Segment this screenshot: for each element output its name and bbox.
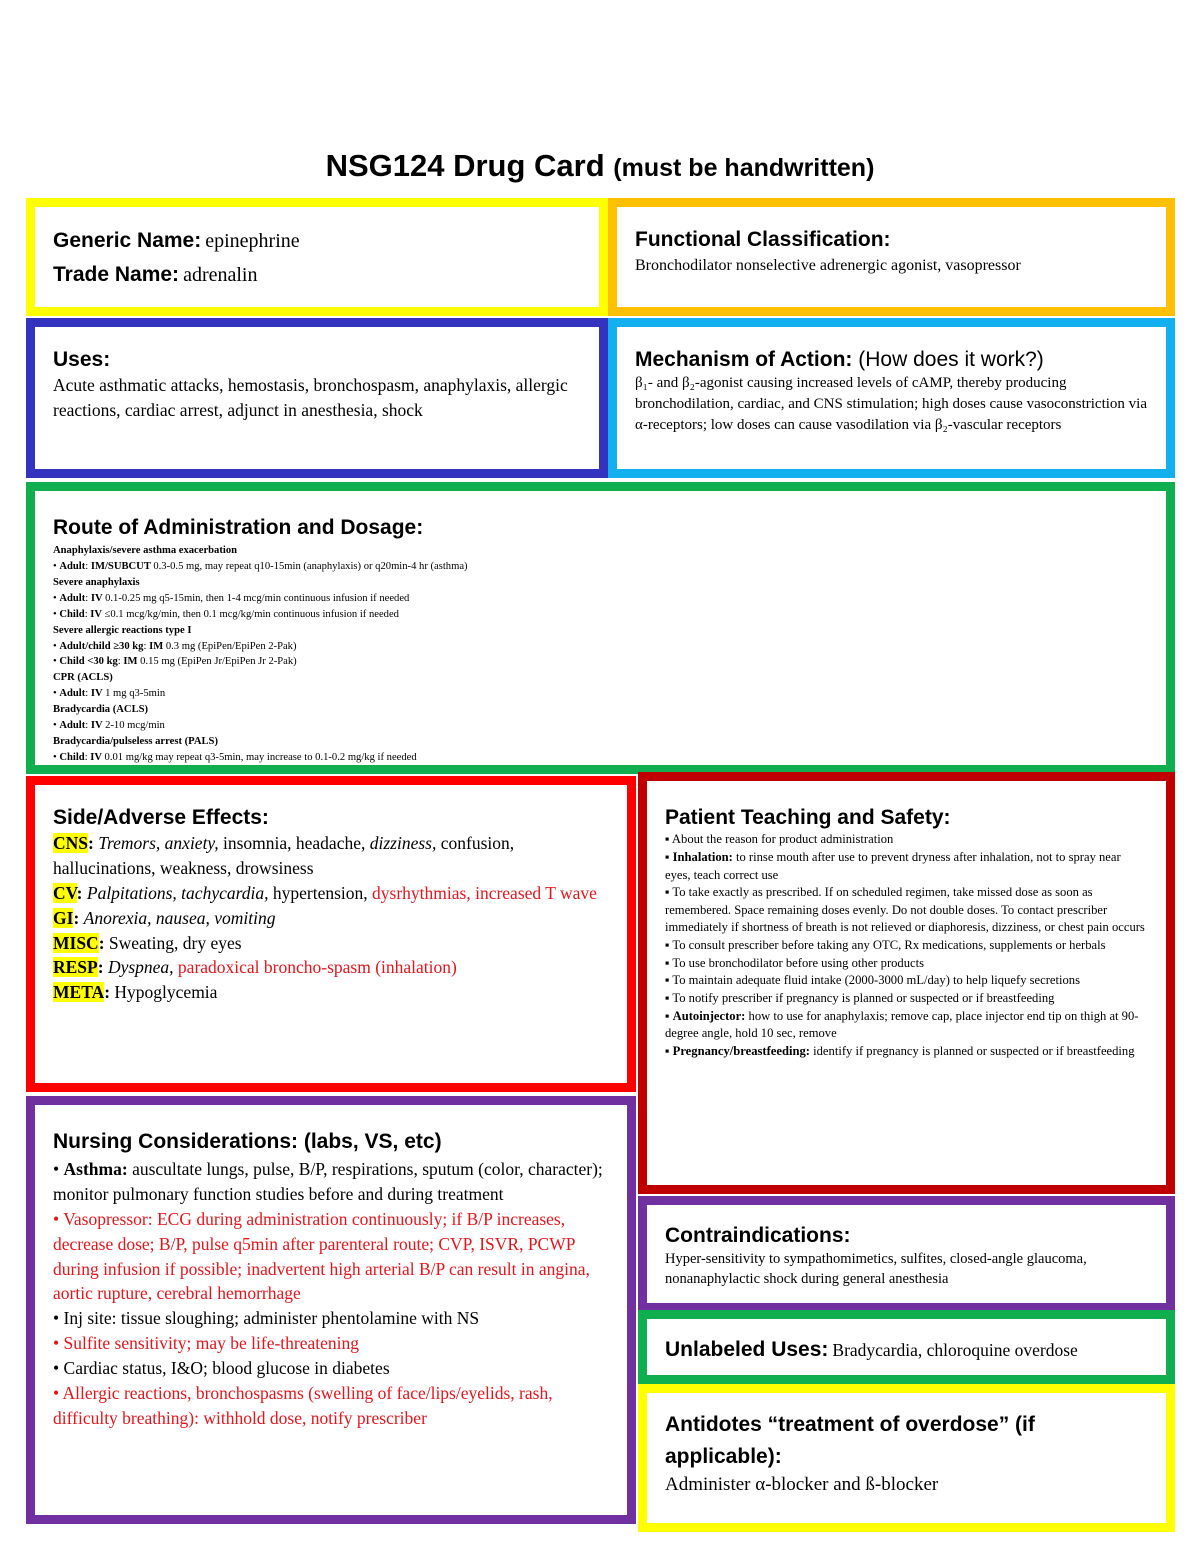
antidotes-value: Administer α-blocker and ß-blocker [665, 1474, 939, 1495]
route-line: • Adult: IM/SUBCUT 0.3-0.5 mg, may repeat q10-15min (anaphylaxis) or q20min-4 hr (asthma) [53, 561, 468, 573]
route-line [53, 575, 1148, 591]
se-cv-red: dysrhythmias, increased T wave [372, 882, 597, 903]
route-bullet: • [53, 688, 60, 700]
teaching-bullet: ▪ [665, 938, 673, 952]
route-bullet: • [53, 561, 60, 573]
se-cv-italic: Palpitations, tachycardia, [86, 882, 269, 903]
trade-name-value: adrenalin [183, 264, 258, 287]
teaching-item-text: To notify prescriber if pregnancy is planned or suspected or if breastfeeding [672, 990, 1055, 1005]
uses-box [26, 318, 608, 478]
side-effects-label: Side/Adverse Effects: [53, 806, 269, 829]
route-who: Child <30 kg [59, 656, 118, 668]
teaching-bullet: ▪ [665, 885, 673, 900]
side-effects-box [26, 776, 636, 1092]
nursing-list [53, 1157, 609, 1430]
route-heading: CPR (ACLS) [53, 672, 113, 684]
teaching-item [665, 831, 1148, 849]
se-cns-plain2: confusion, hallucinations, weakness, drowsiness [53, 833, 515, 879]
teaching-item [665, 937, 1148, 955]
se-cns-label: CNS [53, 833, 89, 854]
se-gi-label: GI [53, 907, 74, 928]
antidotes-label: Antidotes “treatment of overdose” (if applicable): [665, 1413, 1035, 1468]
route-heading: Bradycardia (ACLS) [53, 704, 149, 716]
mechanism-label [635, 347, 1148, 373]
mechanism-label-note: (How does it work?) [858, 348, 1044, 371]
route-who: Adult [59, 592, 86, 604]
se-cv-plain: hypertension, [272, 882, 368, 903]
route-bullet: • [53, 751, 60, 763]
se-resp-red: paradoxical broncho-spasm (inhalation) [177, 957, 457, 978]
route-text: 0.01 mg/kg may repeat q3-5min, may increase to 0.1-0.2 mg/kg if needed [104, 751, 417, 763]
route-text: 2-10 mcg/min [105, 720, 165, 732]
route-text: 0.15 mg (EpiPen Jr/EpiPen Jr 2-Pak) [140, 656, 297, 668]
route-line: • Adult: IV 2-10 mcg/min [53, 720, 165, 732]
trade-name-label: Trade Name: [53, 263, 180, 287]
route-route: IV [90, 751, 105, 763]
nursing-item [53, 1306, 609, 1331]
nursing-item-text: Vasopressor: ECG during administration continuously; if B/P increases, decrease dose; B/P, pulse q5min after parenteral route; CVP, ISVR, PCWP during infusion if possible; inadvertent high arterial B/P can result in angina, aortic rupture, cerebral hemorrhage [53, 1208, 590, 1304]
route-route: IV [90, 720, 106, 732]
route-bullet: • [53, 656, 60, 668]
classification-box [608, 198, 1175, 316]
mechanism-value: β₁- and β₂-agonist causing increased levels of cAMP, thereby producing bronchodilation, cardiac, and CNS stimulation; high doses cause vasoconstriction via α-receptors; low doses can cause vasodilation via β₂-vascular receptors [635, 375, 1147, 433]
teaching-item-text: To maintain adequate fluid intake (2000-3000 mL/day) to help liquefy secretions [672, 973, 1080, 988]
route-label: Route of Administration and Dosage: [53, 516, 424, 539]
route-line: • Adult: IV 0.1-0.25 mg q5-15min, then 1-4 mcg/min continuous infusion if needed [53, 592, 410, 604]
route-route: IV [90, 608, 105, 620]
nursing-bullet: • [53, 1308, 64, 1329]
nursing-item-text: Cardiac status, I&O; blood glucose in diabetes [63, 1358, 390, 1378]
route-route: IM [123, 656, 141, 668]
page-title [0, 148, 1200, 184]
route-text: 0.3-0.5 mg, may repeat q10-15min (anaphylaxis) or q20min-4 hr (asthma) [153, 561, 468, 573]
se-resp-italic: Dyspnea, [107, 957, 174, 978]
unlabeled-box [638, 1310, 1175, 1384]
route-heading: Severe allergic reactions type I [53, 624, 192, 636]
title-main: NSG124 Drug Card [325, 148, 605, 183]
contraindications-label: Contraindications: [665, 1224, 851, 1247]
route-bullet: • [53, 592, 60, 604]
nursing-bullet: • [53, 1358, 64, 1378]
se-meta-label: META [53, 982, 105, 1003]
teaching-item [665, 972, 1148, 990]
route-who: Adult [59, 688, 86, 700]
route-box [26, 482, 1175, 774]
route-heading: Anaphylaxis/severe asthma exacerbation [53, 545, 238, 557]
nursing-item [53, 1207, 609, 1306]
teaching-item [665, 849, 1148, 884]
nursing-item-bold: Asthma: [63, 1159, 128, 1180]
teaching-label: Patient Teaching and Safety: [665, 806, 951, 829]
se-gi-italic: Anorexia, nausea, vomiting [83, 907, 276, 928]
generic-name-label: Generic Name: [53, 229, 202, 252]
route-text: 1 mg q3-5min [105, 688, 166, 700]
route-who: Adult [59, 720, 86, 732]
teaching-list [665, 831, 1148, 1060]
teaching-item-bold: Autoinjector: [672, 1008, 746, 1023]
teaching-item [665, 1043, 1148, 1061]
route-line [53, 734, 1148, 750]
teaching-bullet: ▪ [665, 849, 673, 864]
teaching-item-text: To take exactly as prescribed. If on scheduled regimen, take missed dose as soon as remembered. Space remaining doses evenly. Do not double doses. To contact prescriber immediately if shortness of breath is not relieved or diaphoresis, dizziness, or chest pain occurs [665, 885, 1145, 935]
route-line [53, 623, 1148, 639]
teaching-item-text: how to use for anaphylaxis; remove cap, place injector end tip on thigh at 90-degree angle, hold 10 sec, remove [665, 1008, 1139, 1041]
route-line: • Child: IV ≤0.1 mcg/kg/min, then 0.1 mcg/kg/min continuous infusion if needed [53, 608, 399, 620]
nursing-bullet: • [53, 1382, 63, 1403]
unlabeled-label: Unlabeled Uses: [665, 1338, 829, 1361]
teaching-item-bold: Inhalation: [672, 849, 733, 864]
title-note: (must be handwritten) [613, 154, 875, 182]
mechanism-label-main: Mechanism of Action: [635, 348, 853, 371]
teaching-item-text: To consult prescriber before taking any OTC, Rx medications, supplements or herbals [672, 938, 1106, 952]
se-cns-italic: Tremors, anxiety, [98, 833, 219, 854]
teaching-item [665, 1008, 1148, 1043]
se-cv-label: CV [53, 882, 77, 903]
se-misc-label: MISC [53, 932, 99, 953]
route-line [53, 702, 1148, 718]
route-text: 0.3 mg (EpiPen/EpiPen 2-Pak) [165, 640, 297, 652]
route-who: Adult/child ≥30 kg [59, 640, 144, 652]
route-route: IV [90, 688, 106, 700]
route-route: IV [90, 592, 106, 604]
nursing-bullet: • [53, 1333, 64, 1354]
nursing-item-text: Sulfite sensitivity; may be life-threatening [63, 1333, 359, 1354]
teaching-bullet: ▪ [665, 990, 673, 1005]
se-meta: META: Hypoglycemia [53, 982, 218, 1003]
route-route: IM [149, 640, 166, 652]
contraindications-box [638, 1196, 1175, 1312]
mechanism-box [608, 318, 1175, 478]
nursing-bullet: • [53, 1208, 64, 1229]
se-gi: GI: Anorexia, nausea, vomiting [53, 907, 276, 928]
teaching-item-text: To use bronchodilator before using other products [672, 955, 925, 970]
unlabeled-value: Bradycardia, chloroquine overdose [832, 1340, 1078, 1360]
nursing-bullet: • [53, 1159, 64, 1180]
antidotes-box [638, 1384, 1175, 1532]
route-bullet: • [53, 640, 60, 652]
teaching-item-text: About the reason for product administration [671, 832, 894, 847]
uses-label: Uses: [53, 348, 111, 371]
route-who: Child [59, 751, 85, 763]
teaching-bullet: ▪ [665, 832, 672, 847]
route-line [53, 543, 1148, 559]
route-who: Adult [59, 561, 86, 573]
route-text: ≤0.1 mcg/kg/min, then 0.1 mcg/kg/min continuous infusion if needed [104, 608, 399, 620]
route-bullet: • [53, 608, 60, 620]
teaching-item-bold: Pregnancy/breastfeeding: [672, 1043, 810, 1058]
teaching-item [665, 884, 1148, 937]
nursing-item-text: auscultate lungs, pulse, B/P, respirations, sputum (color, character); monitor pulmonary function studies before and during treatment [53, 1159, 603, 1205]
nursing-item-text: Inj site: tissue sloughing; administer phentolamine with NS [63, 1308, 480, 1329]
se-cns-italic2: dizziness, [369, 833, 437, 854]
contraindications-value: Hyper-sensitivity to sympathomimetics, sulfites, closed-angle glaucoma, nonanaphylactic shock during general anesthesia [665, 1251, 1087, 1288]
route-route: IM/SUBCUT [90, 561, 154, 573]
route-line [53, 670, 1148, 686]
route-heading: Bradycardia/pulseless arrest (PALS) [53, 735, 218, 747]
classification-label: Functional Classification: [635, 228, 891, 251]
se-cns: CNS: Tremors, anxiety, insomnia, headache, dizziness, confusion, hallucinations, weakness, drowsiness [53, 833, 515, 879]
teaching-bullet: ▪ [665, 955, 673, 970]
nursing-item [53, 1356, 609, 1381]
teaching-bullet: ▪ [665, 973, 673, 988]
teaching-bullet: ▪ [665, 1043, 673, 1058]
route-text: 0.1-0.25 mg q5-15min, then 1-4 mcg/min continuous infusion if needed [105, 592, 410, 604]
se-resp: RESP: Dyspnea, paradoxical broncho-spasm (inhalation) [53, 957, 457, 978]
nursing-item-text: Allergic reactions, bronchospasms (swelling of face/lips/eyelids, rash, difficulty breathing): withhold dose, notify prescriber [53, 1382, 553, 1428]
se-meta-plain: Hypoglycemia [114, 982, 218, 1003]
teaching-bullet: ▪ [665, 1008, 673, 1023]
names-box [26, 198, 608, 316]
nursing-item [53, 1381, 609, 1431]
teaching-item-text: identify if pregnancy is planned or suspected or if breastfeeding [813, 1043, 1135, 1058]
se-resp-label: RESP [53, 957, 98, 978]
se-cv: CV: Palpitations, tachycardia, hypertension, dysrhythmias, increased T wave [53, 882, 597, 903]
generic-name-value: epinephrine [205, 230, 300, 252]
teaching-box [638, 772, 1175, 1194]
se-misc: MISC: Sweating, dry eyes [53, 932, 242, 953]
nursing-item [53, 1331, 609, 1356]
route-heading: Severe anaphylaxis [53, 577, 140, 589]
nursing-box [26, 1096, 636, 1524]
nursing-item [53, 1157, 609, 1207]
route-line: • Child: IV 0.01 mg/kg may repeat q3-5min, may increase to 0.1-0.2 mg/kg if needed [53, 751, 417, 763]
classification-value: Bronchodilator nonselective adrenergic agonist, vasopressor [635, 257, 1021, 275]
se-cns-plain: insomnia, headache, [222, 833, 366, 854]
teaching-item [665, 990, 1148, 1008]
route-line: • Adult/child ≥30 kg: IM 0.3 mg (EpiPen/EpiPen 2-Pak) [53, 640, 297, 652]
nursing-label: Nursing Considerations: (labs, VS, etc) [53, 1130, 442, 1153]
route-line: • Child <30 kg: IM 0.15 mg (EpiPen Jr/EpiPen Jr 2-Pak) [53, 656, 297, 668]
teaching-item [665, 955, 1148, 973]
route-line: • Adult: IV 1 mg q3-5min [53, 688, 166, 700]
se-misc-plain: Sweating, dry eyes [108, 932, 242, 953]
teaching-item-text: to rinse mouth after use to prevent dryness after inhalation, not to spray near eyes, teach correct use [665, 849, 1121, 882]
route-lines [53, 543, 1148, 765]
route-who: Child [59, 608, 85, 620]
uses-value: Acute asthmatic attacks, hemostasis, bronchospasm, anaphylaxis, allergic reactions, cardiac arrest, adjunct in anesthesia, shock [53, 375, 568, 421]
route-bullet: • [53, 720, 60, 732]
